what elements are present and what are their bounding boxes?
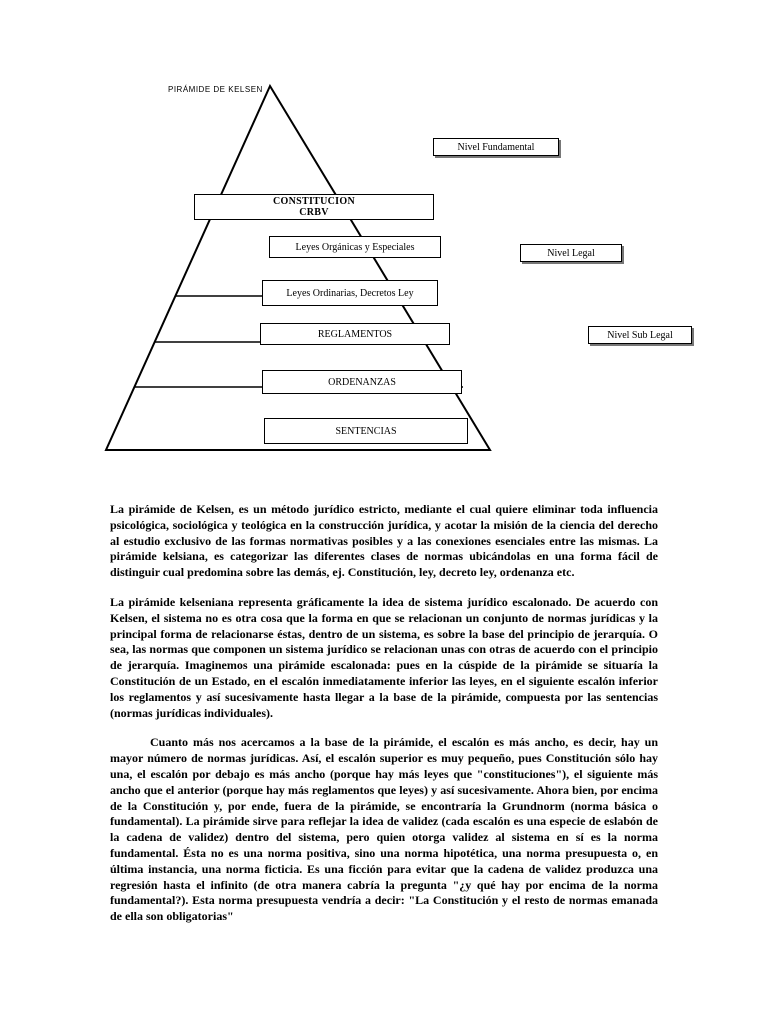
level-ordenanzas <box>262 370 462 394</box>
level-constitucion-label: CONSTITUCION <box>273 196 355 207</box>
level-constitucion-sublabel: CRBV <box>299 207 329 218</box>
diagram-title: PIRÁMIDE DE KELSEN <box>168 85 263 94</box>
label-nivel-legal <box>520 244 622 262</box>
pyramid-drawing <box>100 78 696 458</box>
label-nivel-sub-legal <box>588 326 692 344</box>
kelsen-pyramid-diagram <box>100 78 696 458</box>
label-nivel-fundamental-text: Nivel Fundamental <box>457 141 535 153</box>
paragraph-1: La pirámide de Kelsen, es un método jurídico estricto, mediante el cual quiere eliminar toda influencia psicológica, sociológica y teológica en la construcción jurídica, y acotar la misión de la ciencia del derecho al estudio exclusivo de las formas normativas posibles y a las conexiones esenciales entre las mismas. La pirámide kelsiana, es categorizar las diferentes clases de normas ubicándolas en una forma fácil de distinguir cual predomina sobre las demás, ej. Constitución, ley, decreto ley, ordenanza etc. <box>110 502 658 580</box>
level-sentencias-label: SENTENCIAS <box>335 425 397 437</box>
label-nivel-sub-legal-text: Nivel Sub Legal <box>607 329 673 341</box>
level-sentencias <box>264 418 468 444</box>
level-reglamentos <box>260 323 450 345</box>
label-nivel-legal-text: Nivel Legal <box>547 247 595 259</box>
level-leyes-organicas-label: Leyes Orgánicas y Especiales <box>295 241 415 253</box>
paragraph-2: La pirámide kelseniana representa gráficamente la idea de sistema jurídico escalonado. De acuerdo con Kelsen, el sistema no es otra cosa que la forma en que se relacionan un conjunto de normas jurídicas y la principal forma de relacionarse éstas, dentro de un sistema, es sobre la base del principio de jerarquía. O sea, las normas que componen un sistema jurídico se relacionan unas con otras de acuerdo con el principio de jerarquía. Imaginemos una pirámide escalonada: pues en la cúspide de la pirámide se situaría la Constitución de un Estado, en el escalón inmediatamente inferior las leyes, en el siguiente escalón inferior los reglamentos y así sucesivamente hasta llegar a la base de la pirámide, compuesta por las sentencias (normas jurídicas individuales). <box>110 594 658 720</box>
body-text <box>110 502 658 939</box>
level-leyes-ordinarias-label: Leyes Ordinarias, Decretos Ley <box>286 287 414 299</box>
paragraph-3: Cuanto más nos acercamos a la base de la pirámide, el escalón es más ancho, es decir, hay un mayor número de normas jurídicas. Así, el escalón superior es muy pequeño, pues Constitución sólo hay una, el escalón por debajo es más ancho (porque hay más leyes que "constituciones"), el siguiente más ancho que el anterior (porque hay más reglamentos que leyes) y así sucesivamente. Ahora bien, por encima de la Constitución y, por ende, fuera de la pirámide, se encontraría la Grundnorm (norma básica o fundamental). La pirámide sirve para reflejar la idea de validez (cada escalón es una especie de eslabón de la cadena de validez) dentro del sistema, pero quien otorga validez al sistema en sí es la norma fundamental. Ésta no es una norma positiva, sino una norma hipotética, una norma presupuesta o, en última instancia, una norma ficticia. Es una ficción para evitar que la cadena de validez produzca una regresión hasta el infinito (de otra manera cabría la pregunta "¿y qué hay por encima de la norma fundamental?). Esta norma presupuesta vendría a decir: "La Constitución y el resto de normas emanada de ella son obligatorias" <box>110 735 658 924</box>
level-leyes-organicas <box>269 236 441 258</box>
level-reglamentos-label: REGLAMENTOS <box>317 328 393 340</box>
label-nivel-fundamental <box>433 138 559 156</box>
level-constitucion <box>194 194 434 220</box>
level-leyes-ordinarias <box>262 280 438 306</box>
level-ordenanzas-label: ORDENANZAS <box>328 376 396 388</box>
